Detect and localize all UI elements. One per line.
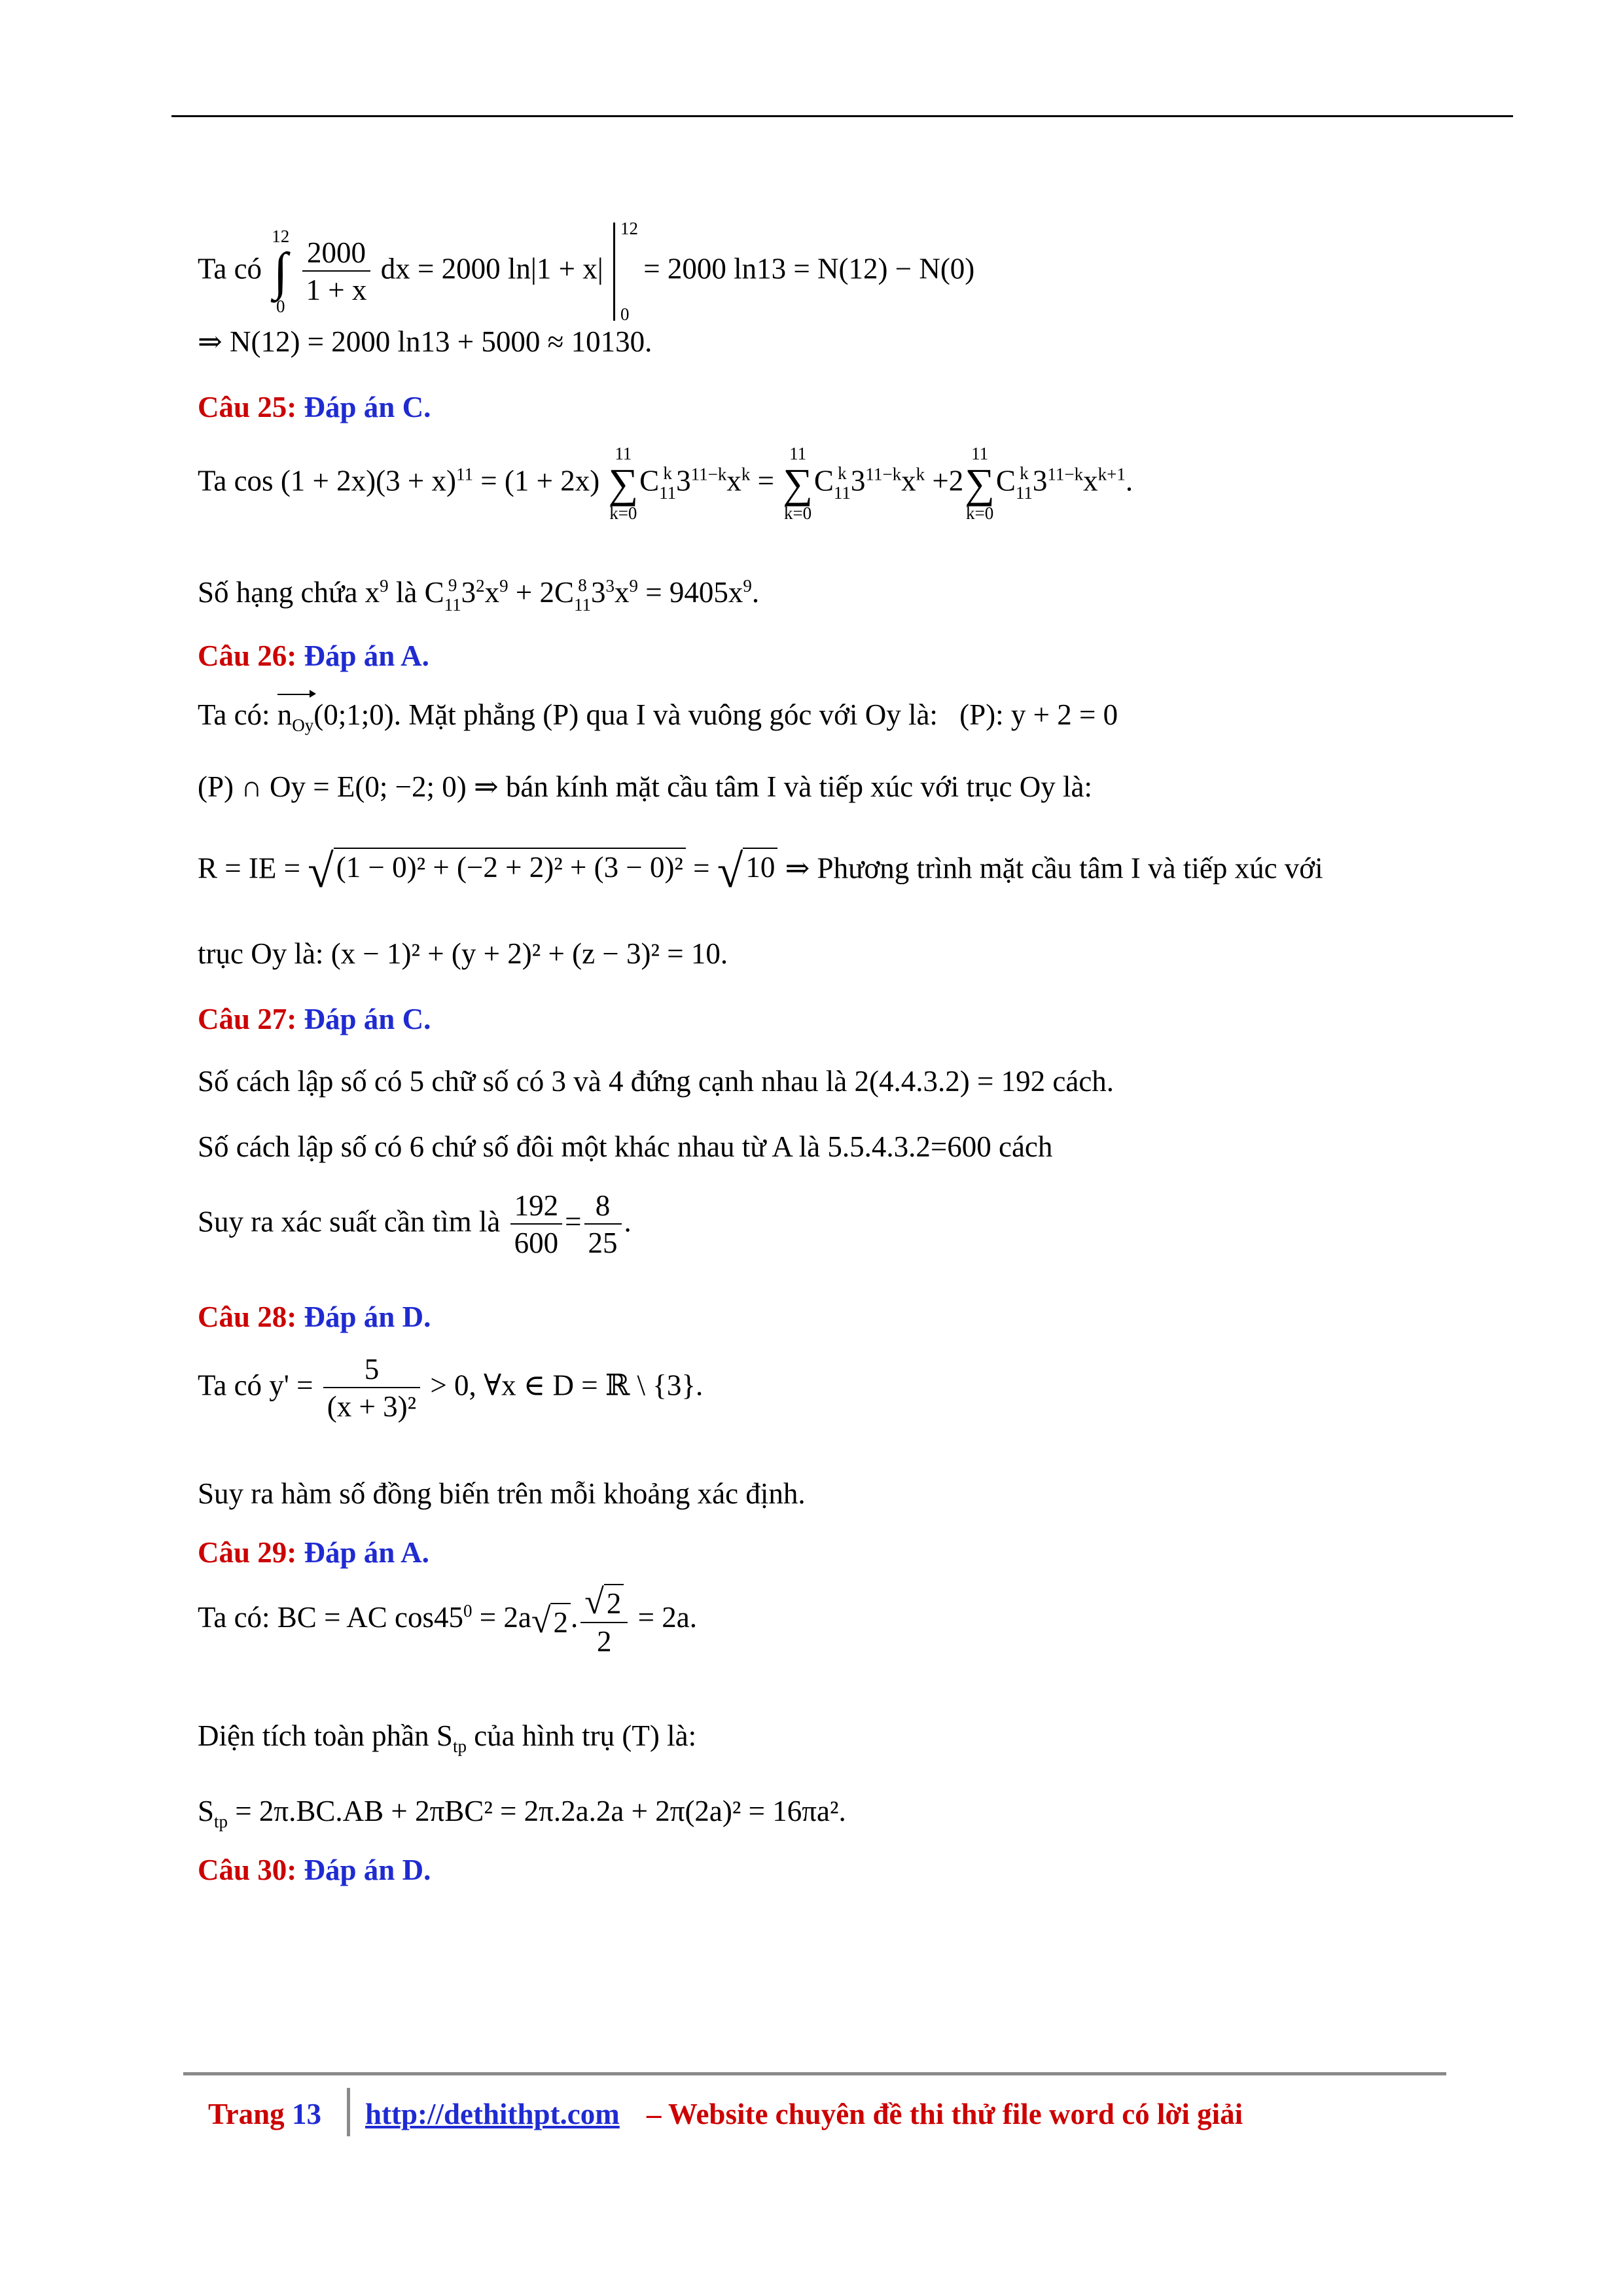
text: Ta có bbox=[198, 1369, 262, 1402]
text: Phương trình mặt cầu tâm I và tiếp xúc với bbox=[810, 852, 1323, 885]
text: C bbox=[639, 464, 660, 497]
square-root bbox=[308, 845, 686, 897]
text: x bbox=[901, 464, 916, 497]
footer-divider bbox=[347, 2088, 350, 2136]
text: 2(4.4.3.2) = 192 bbox=[854, 1065, 1046, 1098]
text: + 2C bbox=[515, 576, 574, 609]
text: = (1 + 2x) bbox=[480, 464, 600, 497]
monotonic-line: Suy ra hàm số đồng biến trên mỗi khoảng xác định. bbox=[198, 1477, 806, 1510]
square-root bbox=[584, 1584, 624, 1619]
bc-length-line bbox=[198, 1584, 697, 1657]
binom-bottom: 11 bbox=[574, 594, 591, 615]
binom-top: k bbox=[663, 463, 672, 484]
text: = bbox=[693, 852, 710, 885]
exponent: k+1 bbox=[1097, 464, 1126, 484]
text: x bbox=[1083, 464, 1098, 497]
binom-top: k bbox=[1020, 463, 1029, 484]
text: dx = 2000 ln|1 + x| bbox=[380, 252, 603, 285]
heading-label: Câu 27: bbox=[198, 1003, 297, 1035]
text: Số cách lập số có 5 chữ số có 3 và 4 đứng cạnh nhau là bbox=[198, 1065, 847, 1098]
numerator: 192 bbox=[510, 1191, 563, 1225]
intersection-line bbox=[198, 772, 1092, 802]
text: R = IE = bbox=[198, 852, 300, 885]
answer-label: Đáp án D. bbox=[304, 1854, 431, 1886]
eval-lower: 0 bbox=[620, 304, 630, 324]
text: Ta có: bbox=[198, 1600, 270, 1634]
text: = 2π.BC.AB + 2πBC² = 2π.2a.2a + 2π(2a)² = 16πa². bbox=[235, 1795, 846, 1827]
answer-label: Đáp án D. bbox=[304, 1300, 431, 1333]
count-line-2: Số cách lập số có 6 chứ số đôi một khác nhau từ A là 5.5.4.3.2=600 cách bbox=[198, 1130, 1053, 1163]
answer-label: Đáp án A. bbox=[304, 1536, 429, 1569]
denominator: 2 bbox=[597, 1625, 612, 1658]
text: của hình trụ (T) là: bbox=[474, 1719, 697, 1752]
text: 3 bbox=[1032, 464, 1048, 497]
text: Ta cos bbox=[198, 464, 274, 497]
text: = bbox=[757, 464, 775, 497]
binom-bottom: 11 bbox=[444, 594, 461, 615]
fraction bbox=[302, 238, 371, 305]
radicand: 2 bbox=[604, 1584, 624, 1619]
text: S bbox=[198, 1795, 215, 1827]
exponent: 11−k bbox=[1047, 464, 1084, 484]
text: C bbox=[424, 576, 444, 609]
text: Ta có: bbox=[198, 698, 270, 731]
text: Suy ra xác suất cần tìm là bbox=[198, 1205, 501, 1238]
integral-glyph: ∫ bbox=[273, 243, 288, 300]
text: 3 bbox=[850, 464, 866, 497]
exponent: 9 bbox=[499, 576, 508, 596]
radicand: 2 bbox=[550, 1603, 571, 1638]
fraction bbox=[323, 1355, 420, 1422]
exponent: 9 bbox=[629, 576, 638, 596]
sum-upper: 11 bbox=[789, 444, 807, 463]
fraction bbox=[584, 1191, 622, 1258]
count-line-1 bbox=[198, 1067, 1114, 1096]
footer-rule bbox=[183, 2072, 1446, 2075]
fraction bbox=[510, 1191, 563, 1258]
text: 3 bbox=[461, 576, 476, 609]
answer-label: Đáp án A. bbox=[304, 639, 429, 672]
text: (P) ∩ Oy = E(0; −2; 0) ⇒ bbox=[198, 770, 499, 803]
text: (P): y + 2 = 0 bbox=[959, 698, 1118, 731]
integral-line bbox=[198, 219, 975, 324]
probability-line bbox=[198, 1191, 632, 1258]
denominator: 25 bbox=[588, 1227, 618, 1259]
sphere-equation-line bbox=[198, 939, 728, 969]
binom-bottom: 11 bbox=[833, 483, 851, 503]
radicand: 10 bbox=[743, 848, 777, 895]
text: = 2000 ln13 = N(12) − N(0) bbox=[643, 252, 975, 285]
question-heading-25 bbox=[198, 393, 431, 422]
text: . bbox=[624, 1205, 632, 1238]
text: (1 + 2x)(3 + x) bbox=[280, 464, 457, 497]
text: . bbox=[570, 1600, 579, 1634]
text: = 2a bbox=[479, 1600, 531, 1634]
page-label: Trang bbox=[208, 2098, 285, 2130]
exponent: 11−k bbox=[690, 464, 727, 484]
subscript: tp bbox=[214, 1812, 228, 1831]
heading-label: Câu 25: bbox=[198, 391, 297, 423]
exponent: 11−k bbox=[865, 464, 902, 484]
text: C bbox=[813, 464, 834, 497]
integral-lower: 0 bbox=[276, 296, 285, 316]
website-link[interactable]: http://dethithpt.com bbox=[365, 2098, 620, 2130]
question-heading-30 bbox=[198, 1856, 431, 1885]
exponent: k bbox=[916, 464, 925, 484]
binom-index bbox=[834, 464, 851, 503]
exponent: 3 bbox=[605, 576, 615, 596]
binom-bottom: 11 bbox=[659, 483, 677, 503]
sum-lower: k=0 bbox=[783, 503, 812, 523]
text: BC = AC cos45 bbox=[277, 1600, 463, 1634]
text: . bbox=[1125, 464, 1133, 497]
radius-line bbox=[198, 845, 1323, 897]
sum-sign bbox=[609, 445, 639, 522]
evaluation-bar bbox=[613, 219, 638, 324]
radical-sign: √ bbox=[717, 845, 743, 897]
denominator: 600 bbox=[514, 1227, 559, 1259]
text: trục Oy là: bbox=[198, 937, 324, 970]
sigma-glyph: ∑ bbox=[965, 460, 995, 507]
coefficient-line bbox=[198, 576, 759, 615]
numerator: 2000 bbox=[302, 238, 371, 272]
question-heading-28 bbox=[198, 1302, 431, 1332]
exponent: k bbox=[741, 464, 751, 484]
page-footer bbox=[0, 2088, 1623, 2134]
page-number-value: 13 bbox=[291, 2098, 321, 2130]
sigma-glyph: ∑ bbox=[608, 460, 639, 507]
question-heading-29 bbox=[198, 1538, 429, 1568]
text: ⇒ bbox=[785, 852, 810, 885]
numerator: 8 bbox=[584, 1191, 622, 1225]
binom-index bbox=[659, 464, 676, 503]
question-heading-26 bbox=[198, 641, 429, 671]
text: Số hạng chứa bbox=[198, 576, 358, 609]
fraction bbox=[580, 1584, 628, 1657]
conclusion-line: ⇒ N(12) = 2000 ln13 + 5000 ≈ 10130. bbox=[198, 325, 652, 358]
radicand: (1 − 0)² + (−2 + 2)² + (3 − 0)² bbox=[334, 848, 686, 895]
question-heading-27 bbox=[198, 1005, 431, 1034]
heading-label: Câu 28: bbox=[198, 1300, 297, 1333]
denominator: (x + 3)² bbox=[327, 1390, 417, 1423]
binom-top: 8 bbox=[578, 575, 587, 595]
sum-lower: k=0 bbox=[609, 503, 637, 523]
text: +2 bbox=[932, 464, 964, 497]
sum-sign bbox=[783, 445, 813, 522]
denominator: 1 + x bbox=[306, 274, 367, 306]
subscript: Oy bbox=[292, 715, 314, 735]
answer-label: Đáp án C. bbox=[304, 1003, 431, 1035]
plane-line bbox=[198, 698, 1118, 735]
text: C bbox=[995, 464, 1016, 497]
integral-upper: 12 bbox=[272, 226, 290, 246]
text: > 0, ∀x ∈ D = ℝ \ {3}. bbox=[430, 1369, 704, 1402]
text: x bbox=[615, 576, 630, 609]
text: y' = bbox=[269, 1369, 313, 1402]
sum-sign bbox=[965, 445, 995, 522]
text: . bbox=[751, 576, 760, 609]
binom-index bbox=[1016, 464, 1033, 503]
heading-label: Câu 26: bbox=[198, 639, 297, 672]
text: 3 bbox=[591, 576, 606, 609]
square-root bbox=[531, 1600, 571, 1640]
text: Diện tích toàn phần bbox=[198, 1719, 429, 1752]
binom-index bbox=[574, 576, 591, 615]
text: (0;1;0). bbox=[313, 698, 402, 731]
exponent: 2 bbox=[476, 576, 485, 596]
text: (x − 1)² + (y + 2)² + (z − 3)² = 10. bbox=[330, 937, 728, 970]
text: x bbox=[484, 576, 500, 609]
binom-top: k bbox=[838, 463, 847, 484]
integral-sign bbox=[272, 228, 289, 315]
exponent: 9 bbox=[743, 576, 752, 596]
radical-sign: √ bbox=[308, 845, 334, 897]
text: cách. bbox=[1052, 1065, 1115, 1098]
area-intro-line bbox=[198, 1719, 697, 1756]
radical-sign: √ bbox=[531, 1600, 551, 1640]
text: = 2a. bbox=[637, 1600, 697, 1634]
sum-upper: 11 bbox=[971, 444, 989, 463]
sum-upper: 11 bbox=[615, 444, 632, 463]
text: x bbox=[726, 464, 741, 497]
sigma-glyph: ∑ bbox=[783, 460, 813, 507]
square-root bbox=[717, 845, 778, 897]
vector-symbol: n bbox=[277, 698, 293, 731]
expansion-line bbox=[198, 445, 1133, 522]
sum-lower: k=0 bbox=[965, 503, 994, 523]
text: S bbox=[436, 1719, 453, 1752]
numerator bbox=[580, 1584, 628, 1623]
subscript: tp bbox=[452, 1736, 467, 1756]
radical-sign: √ bbox=[584, 1582, 604, 1621]
text: 3 bbox=[676, 464, 691, 497]
text: = 9405x bbox=[645, 576, 743, 609]
derivative-line bbox=[198, 1355, 703, 1422]
footer-tagline: – Website chuyên đề thi thử file word có lời giải bbox=[647, 2098, 1243, 2130]
eval-upper: 12 bbox=[620, 219, 638, 238]
numerator: 5 bbox=[323, 1355, 420, 1388]
heading-label: Câu 29: bbox=[198, 1536, 297, 1569]
answer-label: Đáp án C. bbox=[304, 391, 431, 423]
text: = bbox=[565, 1205, 582, 1238]
exponent: 0 bbox=[463, 1600, 473, 1621]
binom-index bbox=[444, 576, 461, 615]
text: bán kính mặt cầu tâm I và tiếp xúc với trục Oy là: bbox=[498, 770, 1092, 803]
text: x bbox=[365, 576, 380, 609]
header-rule bbox=[171, 115, 1513, 117]
exponent: 11 bbox=[456, 464, 474, 484]
area-formula-line bbox=[198, 1795, 846, 1831]
binom-bottom: 11 bbox=[1015, 483, 1033, 503]
heading-label: Câu 30: bbox=[198, 1854, 297, 1886]
text: Ta có bbox=[198, 252, 262, 285]
text: là bbox=[395, 576, 418, 609]
exponent: 9 bbox=[380, 576, 389, 596]
text: Mặt phẳng (P) qua I và vuông góc với Oy là: bbox=[401, 698, 938, 731]
binom-top: 9 bbox=[448, 575, 457, 595]
vector-n bbox=[277, 698, 314, 735]
page-number bbox=[208, 2097, 321, 2131]
